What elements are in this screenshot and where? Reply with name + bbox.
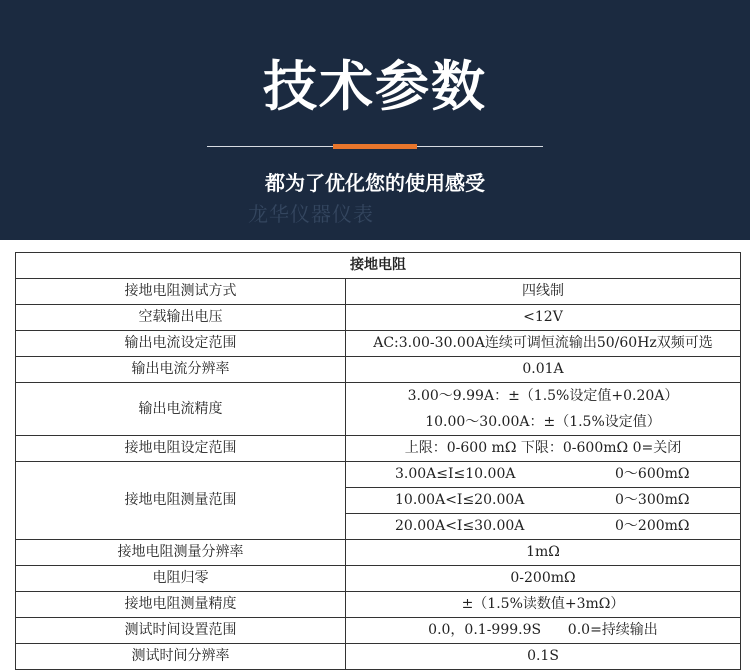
brand-watermark: 龙华仪器仪表 — [248, 202, 374, 226]
table-row — [16, 331, 741, 357]
current-range: 20.00A<I≤30.00A — [395, 518, 525, 534]
table-row — [16, 462, 741, 488]
param-label: 输出电流分辨率 — [16, 357, 346, 383]
title-accent-bar — [333, 144, 417, 149]
table-row — [16, 357, 741, 383]
table-row — [16, 383, 741, 436]
resistance-range: 0～600mΩ — [615, 466, 690, 482]
param-label: 测试时间分辨率 — [16, 644, 346, 670]
table-row — [16, 566, 741, 592]
param-label: 接地电阻设定范围 — [16, 436, 346, 462]
param-value: 0.01A — [346, 357, 741, 383]
param-label: 测试时间设置范围 — [16, 618, 346, 644]
table-row — [16, 592, 741, 618]
param-label: 空载输出电压 — [16, 305, 346, 331]
spec-table — [15, 252, 741, 670]
header-banner — [0, 0, 750, 240]
param-value: 上限：0-600 mΩ 下限：0-600mΩ 0=关闭 — [346, 436, 741, 462]
table-row — [16, 644, 741, 670]
page-title: 技术参数 — [263, 55, 487, 118]
param-label: 输出电流设定范围 — [16, 331, 346, 357]
page-subtitle: 都为了优化您的使用感受 — [265, 171, 485, 195]
table-row — [16, 436, 741, 462]
param-value: AC:3.00-30.00A连续可调恒流输出50/60Hz双频可选 — [346, 331, 741, 357]
param-value — [346, 462, 741, 488]
param-label: 输出电流精度 — [16, 383, 346, 436]
param-value: ±（1.5%读数值+3mΩ） — [346, 592, 741, 618]
param-value: 四线制 — [346, 279, 741, 305]
resistance-range: 0～200mΩ — [615, 518, 690, 534]
value-line: 3.00～9.99A：±（1.5%设定值+0.20A） — [407, 388, 679, 404]
table-row — [16, 618, 741, 644]
param-value — [346, 488, 741, 514]
table-header-row — [16, 253, 741, 279]
param-label: 接地电阻测量范围 — [16, 462, 346, 540]
table-row — [16, 305, 741, 331]
param-value: <12V — [346, 305, 741, 331]
param-label: 接地电阻测量分辨率 — [16, 540, 346, 566]
param-value — [346, 383, 741, 436]
param-label: 接地电阻测试方式 — [16, 279, 346, 305]
value-line: 10.00～30.00A：±（1.5%设定值） — [425, 414, 661, 430]
table-header: 接地电阻 — [16, 253, 741, 279]
param-value: 1mΩ — [346, 540, 741, 566]
resistance-range: 0～300mΩ — [615, 492, 690, 508]
table-row — [16, 279, 741, 305]
param-value: 0.0，0.1-999.9S 0.0=持续输出 — [346, 618, 741, 644]
param-label: 电阻归零 — [16, 566, 346, 592]
current-range: 3.00A≤I≤10.00A — [395, 466, 516, 482]
param-value — [346, 514, 741, 540]
param-label: 接地电阻测量精度 — [16, 592, 346, 618]
current-range: 10.00A<I≤20.00A — [395, 492, 525, 508]
table-row — [16, 540, 741, 566]
param-value: 0-200mΩ — [346, 566, 741, 592]
param-value: 0.1S — [346, 644, 741, 670]
